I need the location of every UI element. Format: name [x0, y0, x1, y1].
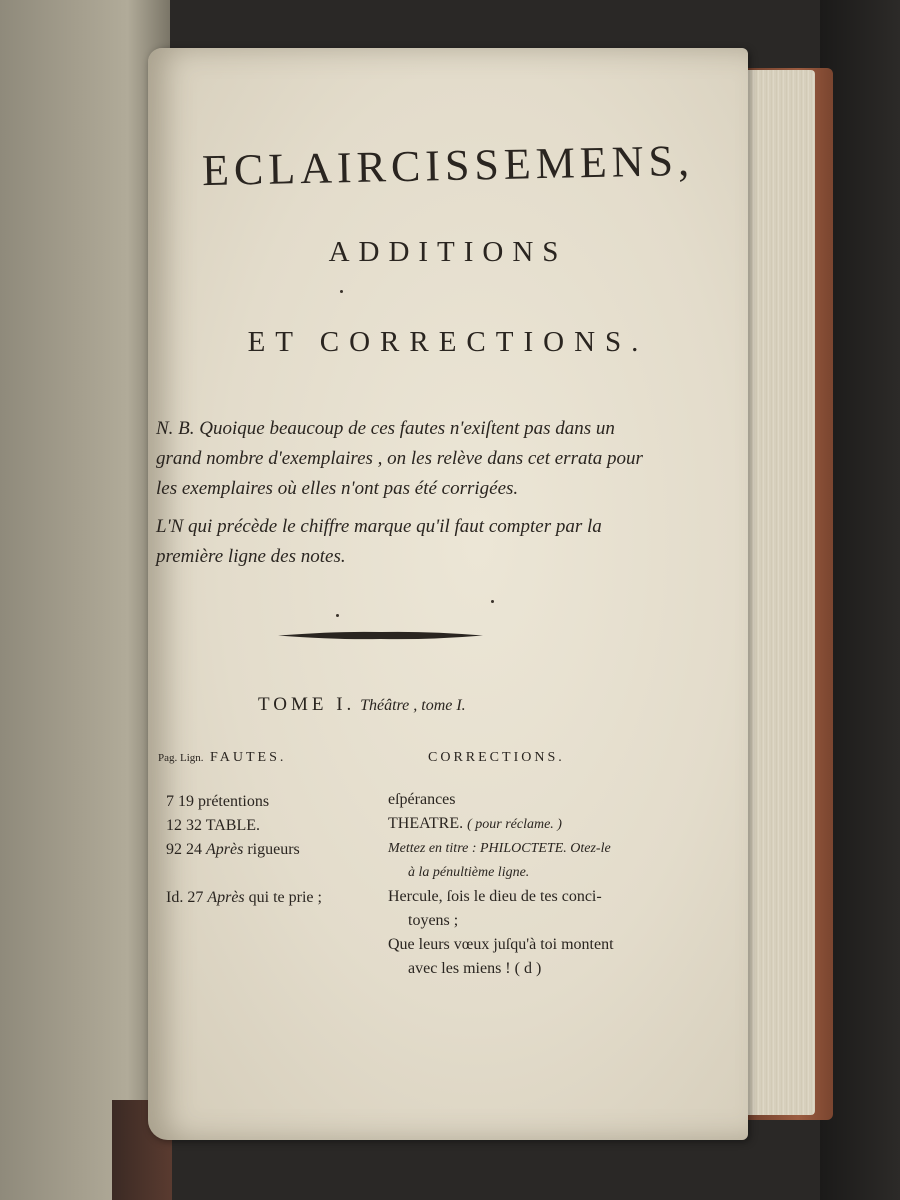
correction-line: toyens ; — [408, 912, 459, 929]
pag: 7 — [166, 793, 174, 810]
left-page-edge — [0, 0, 170, 1200]
corrections-column-header: CORRECTIONS. — [428, 750, 565, 765]
faute-prefix: Après — [206, 841, 244, 858]
fautes-column — [166, 790, 322, 910]
faute: TABLE. — [205, 817, 260, 834]
tome-label: TOME I. — [258, 694, 356, 715]
fautes-title: FAUTES. — [210, 750, 287, 765]
correction-line: Mettez en titre : PHILOCTETE. Otez-le — [388, 841, 611, 856]
correction-note: ( pour réclame. ) — [467, 817, 562, 832]
pag: 92 — [166, 841, 182, 858]
faute: rigueurs — [247, 841, 300, 858]
correction-text: THEATRE. — [388, 815, 464, 832]
title-line-2: ADDITIONS — [328, 236, 568, 268]
nb-note-line: grand nombre d'exemplaires , on les relève dans cet errata pour — [156, 448, 643, 469]
correction-line: à la pénultième ligne. — [408, 865, 530, 880]
lign: 19 — [178, 793, 194, 810]
lign: 27 — [187, 889, 204, 906]
correction-line — [388, 812, 708, 837]
nb-note — [156, 414, 696, 504]
title-line-1: ECLAIRCISSEMENS, — [201, 135, 695, 196]
lign: 24 — [186, 841, 202, 858]
ink-speck — [340, 290, 343, 293]
correction-line: Hercule, ſois le dieu de tes conci- — [388, 888, 602, 905]
correction-line: Que leurs vœux juſqu'à toi montent — [388, 936, 614, 953]
pag-lign-label: Pag. Lign. — [158, 752, 204, 764]
errata-row — [166, 886, 322, 910]
pag: Id. — [166, 889, 184, 906]
errata-row — [166, 814, 322, 838]
nb-note-line: N. B. Quoique beaucoup de ces fautes n'exiſtent pas dans un — [156, 418, 615, 439]
nb-note-line: les exemplaires où elles n'ont pas été corrigées. — [156, 478, 519, 499]
faute: qui te prie ; — [248, 889, 322, 906]
correction-line: avec les miens ! ( d ) — [408, 960, 542, 977]
errata-row — [166, 790, 322, 814]
ln-note — [156, 512, 696, 572]
faute-prefix: Après — [207, 889, 245, 906]
ln-note-line: première ligne des notes. — [156, 546, 346, 567]
ln-note-line: L'N qui précède le chiffre marque qu'il faut compter par la — [156, 516, 602, 537]
fautes-column-header — [158, 750, 286, 766]
lign: 32 — [186, 817, 202, 834]
errata-row — [166, 838, 322, 862]
pag: 12 — [166, 817, 182, 834]
ink-speck — [336, 614, 339, 617]
tome-heading — [258, 694, 466, 716]
ornamental-rule — [278, 631, 483, 640]
ink-speck — [491, 600, 494, 603]
correction-line: eſpérances — [388, 791, 456, 808]
title-line-3: ET CORRECTIONS. — [247, 326, 649, 358]
faute: prétentions — [198, 793, 270, 810]
book-page — [148, 48, 748, 1140]
tome-subtitle: Théâtre , tome I. — [360, 697, 466, 714]
corrections-column — [388, 788, 708, 981]
